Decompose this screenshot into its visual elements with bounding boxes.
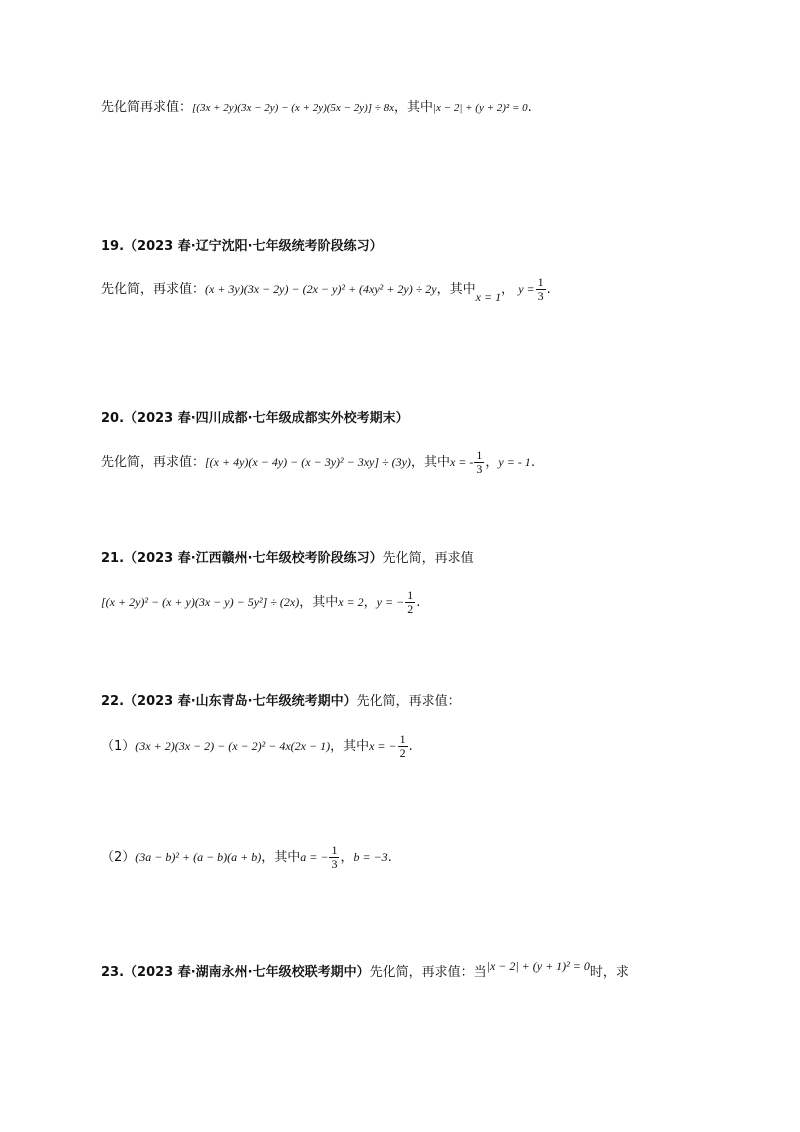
question-22-part-2-expression: (3a − b)² + (a − b)(a + b): [135, 850, 262, 864]
question-19-y-lhs: y =: [518, 282, 535, 296]
question-21-heading: [101, 549, 474, 569]
problem-18-expression: [(3x + 2y)(3x − 2y) − (x + 2y)(5x − 2y)] ÷ 8x: [192, 102, 394, 114]
question-23-end: 时，求: [589, 965, 629, 980]
question-22-part-2-end: .: [387, 850, 392, 865]
question-19-heading: [101, 237, 383, 257]
question-19-expression: (x + 3y)(3x − 2y) − (2x − y)² + (4xy² + 2y) ÷ 2y: [205, 282, 437, 296]
question-22-source: （2023 春·山东青岛·七年级统考期中）: [124, 694, 357, 709]
question-22-part-1-mid: ，其中: [330, 739, 370, 754]
question-22-part-2-a-lhs: a = −: [300, 850, 329, 864]
question-23-number: 23.: [101, 965, 125, 980]
question-22-part-2-a-numerator: 1: [331, 843, 338, 857]
problem-18-line: [101, 98, 532, 118]
question-22-part-1: [101, 733, 413, 760]
question-23-heading: [101, 956, 629, 983]
question-20-mid: ，其中: [410, 455, 450, 470]
question-20-source: （2023 春·四川成都·七年级成都实外校考期末）: [124, 411, 409, 426]
question-22-part-2: [101, 844, 392, 871]
question-21-y-fraction: [405, 589, 415, 616]
question-19-source: （2023 春·辽宁沈阳·七年级统考阶段练习）: [124, 239, 383, 254]
question-20-sep: ，: [485, 455, 499, 470]
question-20-expression: [(x + 4y)(x − 4y) − (x − 3y)² − 3xy] ÷ (3y): [205, 455, 411, 469]
question-20-x-numerator: 1: [476, 448, 483, 462]
question-22-part-2-b-value: b = −3: [353, 850, 388, 864]
question-20-end: .: [530, 455, 535, 470]
question-21-y-denominator: 2: [407, 602, 414, 616]
question-22-tail: 先化简，再求值：: [356, 694, 461, 709]
question-20-x-lhs: x = -: [449, 455, 474, 469]
problem-18-mid: ，其中: [393, 100, 433, 115]
question-20-lead: 先化简，再求值：: [101, 455, 206, 470]
question-19-sep: ，: [501, 282, 515, 297]
question-19-y-fraction: [536, 276, 546, 303]
question-23-condition: |x − 2| + (y + 1)² = 0: [486, 959, 590, 973]
question-19-x-value: x = 1: [475, 290, 502, 304]
question-22-part-1-x-lhs: x = −: [369, 739, 397, 753]
question-22-part-2-a-denominator: 3: [331, 857, 338, 871]
question-21-x-value: x = 2: [338, 595, 364, 609]
question-19-y-denominator: 3: [537, 289, 544, 303]
question-19-mid: ，其中: [436, 282, 476, 297]
question-19-y-numerator: 1: [537, 275, 544, 289]
question-21-end: .: [416, 595, 421, 610]
question-19-body: [101, 276, 551, 307]
problem-18-lead: 先化简再求值：: [101, 100, 193, 115]
question-20-body: [101, 449, 535, 476]
question-22-number: 22.: [101, 694, 125, 709]
question-21-expression: [(x + 2y)² − (x + y)(3x − y) − 5y²] ÷ (2x): [101, 595, 300, 609]
question-21-tail: 先化简，再求值: [382, 551, 474, 566]
question-21-body: [101, 589, 420, 616]
question-23-source: （2023 春·湖南永州·七年级校联考期中）: [124, 965, 370, 980]
question-22-part-2-label: （2）: [101, 850, 136, 865]
question-20-number: 20.: [101, 411, 125, 426]
question-19-lead: 先化简，再求值：: [101, 282, 206, 297]
question-22-part-1-expression: (3x + 2)(3x − 2) − (x − 2)² − 4x(2x − 1): [135, 739, 331, 753]
question-21-sep: ，: [363, 595, 377, 610]
question-22-part-2-sep: ，: [340, 850, 354, 865]
question-22-part-1-x-fraction: [398, 733, 408, 760]
problem-18-condition: |x − 2| + (y + 2)² = 0: [433, 102, 528, 114]
question-19-end: .: [546, 282, 551, 297]
question-22-part-1-label: （1）: [101, 739, 136, 754]
question-21-number: 21.: [101, 551, 125, 566]
question-21-y-lhs: y = −: [376, 595, 405, 609]
question-22-part-1-end: .: [408, 739, 413, 754]
question-20-y-value: y = - 1: [498, 455, 531, 469]
question-22-part-2-a-fraction: [329, 844, 339, 871]
question-20-x-denominator: 3: [476, 462, 483, 476]
question-21-y-numerator: 1: [407, 588, 414, 602]
question-23-tail: 先化简，再求值：当: [369, 965, 487, 980]
question-20-x-fraction: [474, 449, 484, 476]
question-22-heading: [101, 692, 461, 712]
question-22-part-1-x-denominator: 2: [399, 746, 406, 760]
problem-18-end: .: [527, 100, 532, 115]
question-22-part-2-mid: ，其中: [261, 850, 301, 865]
question-20-heading: [101, 409, 409, 429]
question-21-source: （2023 春·江西赣州·七年级校考阶段练习）: [124, 551, 383, 566]
question-19-number: 19.: [101, 239, 125, 254]
question-21-mid: ，其中: [299, 595, 339, 610]
question-22-part-1-x-numerator: 1: [399, 732, 406, 746]
